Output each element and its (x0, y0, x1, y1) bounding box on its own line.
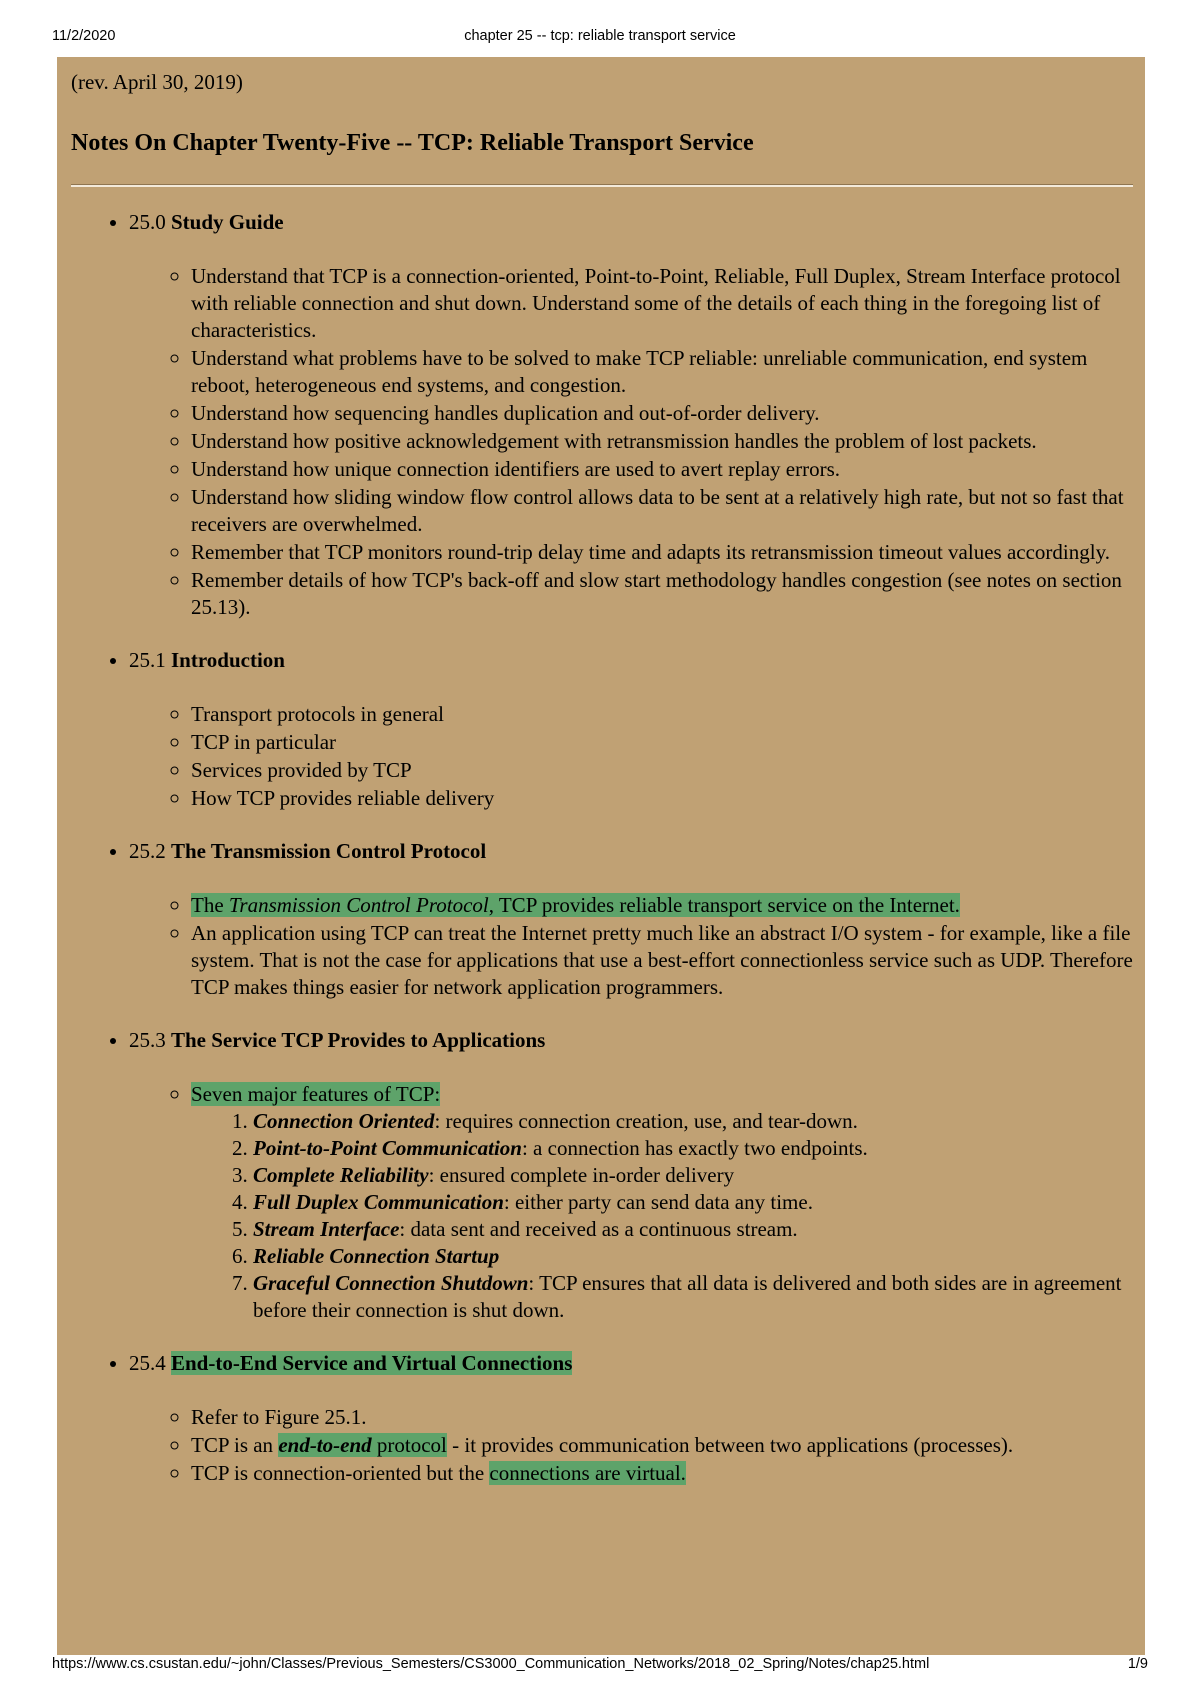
section-heading (129, 1350, 1133, 1377)
feature-desc: : ensured complete in-order delivery (428, 1163, 735, 1187)
feature-item (253, 1108, 1133, 1135)
print-header (0, 28, 1200, 48)
list-item: ◦ How TCP provides reliable delivery (191, 784, 1133, 812)
text-run: TCP is an (191, 1433, 279, 1457)
list-item: ◦ Remember details of how TCP's back-off and slow start methodology handles congestion (see notes on section 25.13). (191, 566, 1133, 621)
intro-list (129, 700, 1133, 812)
section-number: 25.1 (129, 648, 166, 672)
section-25-2 (129, 838, 1133, 1001)
list-item: ◦ Understand how sequencing handles duplication and out-of-order delivery. (191, 399, 1133, 427)
section-heading (129, 1027, 1133, 1054)
page-sheet (57, 57, 1145, 1655)
list-item: ◦ Refer to Figure 25.1. (191, 1403, 1133, 1431)
section-title: The Service TCP Provides to Applications (171, 1028, 546, 1052)
section-title: Introduction (171, 648, 285, 672)
section-number: 25.4 (129, 1351, 166, 1375)
highlight: connections are virtual. (489, 1461, 686, 1485)
feature-desc: : data sent and received as a continuous stream. (399, 1217, 798, 1241)
section-heading (129, 647, 1133, 674)
list-item: ◦ Transport protocols in general (191, 700, 1133, 728)
list-item: ◦ Understand how positive acknowledgement with retransmission handles the problem of lost packets. (191, 427, 1133, 455)
section-25-3 (129, 1027, 1133, 1324)
print-footer (0, 1656, 1200, 1676)
list-item: ◦ Understand what problems have to be solved to make TCP reliable: unreliable communication, end system reboot, heterogeneous end systems, and congestion. (191, 344, 1133, 399)
revision-date: (rev. April 30, 2019) (71, 70, 243, 94)
print-url: https://www.cs.csustan.edu/~john/Classes/Previous_Semesters/CS3000_Communication_Networks/2018_02_Spring/Notes/chap25.html (52, 1656, 930, 1672)
section-title: The Transmission Control Protocol (171, 839, 487, 863)
list-item: ◦ TCP in particular (191, 728, 1133, 756)
list-item (191, 891, 1133, 919)
feature-desc: : TCP ensures that all data is delivered and both sides are in agreement before their connection is shut down. (253, 1271, 1122, 1322)
highlight (191, 893, 960, 917)
feature-item (253, 1243, 1133, 1270)
list-item (191, 1431, 1133, 1459)
feature-term: Graceful Connection Shutdown (253, 1271, 529, 1295)
section-heading (129, 838, 1133, 865)
service-list (129, 1080, 1133, 1324)
list-item: ◦ Services provided by TCP (191, 756, 1133, 784)
section-number: 25.2 (129, 839, 166, 863)
feature-item (253, 1162, 1133, 1189)
feature-term: Stream Interface (253, 1217, 400, 1241)
feature-term: Full Duplex Communication (253, 1190, 504, 1214)
print-date: 11/2/2020 (52, 28, 116, 44)
text-run: protocol (371, 1433, 447, 1457)
page-title: Notes On Chapter Twenty-Five -- TCP: Reliable Transport Service (71, 130, 754, 156)
section-title: Study Guide (171, 210, 284, 234)
feature-item (253, 1135, 1133, 1162)
tcp-list (129, 891, 1133, 1001)
page-number: 1/9 (1127, 1656, 1148, 1672)
feature-term: Reliable Connection Startup (253, 1244, 500, 1268)
list-item: ◦ An application using TCP can treat the Internet pretty much like an abstract I/O system - for example, like a file system. That is not the case for applications that use a best-effort connectionless service such as UDP. Therefore TCP makes things easier for network application programmers. (191, 919, 1133, 1001)
emphasis: end-to-end (278, 1433, 372, 1457)
print-title: chapter 25 -- tcp: reliable transport service (464, 28, 736, 44)
section-25-4 (129, 1350, 1133, 1487)
feature-term: Connection Oriented (253, 1109, 435, 1133)
horizontal-rule (71, 184, 1133, 187)
highlight (278, 1433, 447, 1457)
section-number: 25.3 (129, 1028, 166, 1052)
feature-item (253, 1216, 1133, 1243)
highlight: Seven major features of TCP: (191, 1082, 441, 1106)
section-25-0 (129, 209, 1133, 621)
list-item (191, 1459, 1133, 1487)
text-run: , TCP provides reliable transport service on the Internet. (488, 893, 960, 917)
feature-desc: : requires connection creation, use, and tear-down. (434, 1109, 858, 1133)
section-number: 25.0 (129, 210, 166, 234)
feature-term: Complete Reliability (253, 1163, 429, 1187)
feature-item (253, 1189, 1133, 1216)
list-item: ◦ Understand that TCP is a connection-oriented, Point-to-Point, Reliable, Full Duplex, Stream Interface protocol with reliable connection and shut down. Understand some of the details of each thing in the foregoing list of characteristics. (191, 262, 1133, 344)
feature-desc: : a connection has exactly two endpoints. (521, 1136, 868, 1160)
text-run: - it provides communication between two applications (processes). (446, 1433, 1014, 1457)
section-list (71, 209, 1133, 1487)
study-guide-list (129, 262, 1133, 621)
feature-item (253, 1270, 1133, 1324)
list-item: ◦ Understand how sliding window flow control allows data to be sent at a relatively high rate, but not so fast that receivers are overwhelmed. (191, 483, 1133, 538)
emphasis: Transmission Control Protocol (228, 893, 489, 917)
feature-desc: : either party can send data any time. (503, 1190, 813, 1214)
text-run: TCP is connection-oriented but the (191, 1461, 490, 1485)
section-title: End-to-End Service and Virtual Connections (171, 1351, 573, 1375)
list-item: ◦ Understand how unique connection identifiers are used to avert replay errors. (191, 455, 1133, 483)
list-item (191, 1080, 1133, 1324)
section-25-1 (129, 647, 1133, 812)
section-heading (129, 209, 1133, 236)
feature-term: Point-to-Point Communication (253, 1136, 522, 1160)
end-to-end-list (129, 1403, 1133, 1487)
features-list (191, 1108, 1133, 1324)
text-run: The (191, 893, 229, 917)
list-item: ◦ Remember that TCP monitors round-trip delay time and adapts its retransmission timeout values accordingly. (191, 538, 1133, 566)
